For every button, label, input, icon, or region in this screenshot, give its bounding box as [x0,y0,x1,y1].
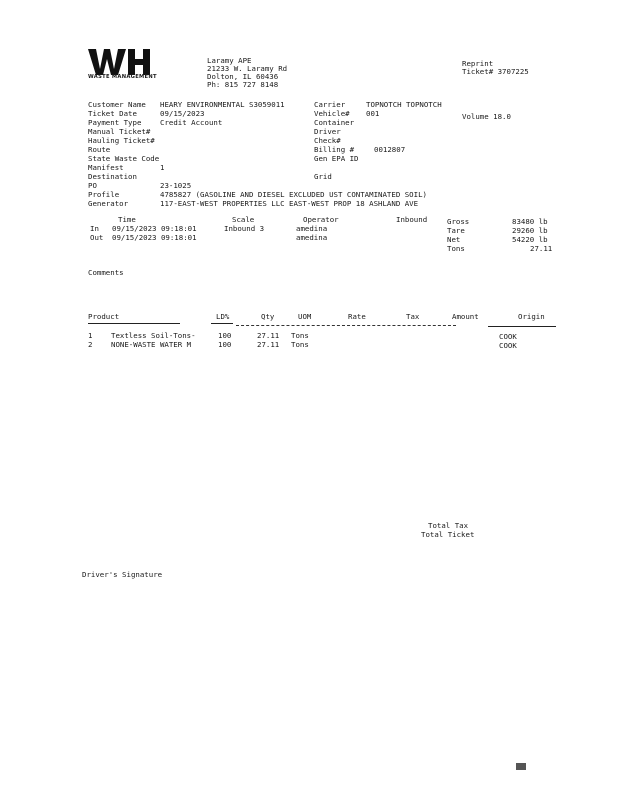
detail-value: 0012807 [374,145,406,154]
row-number: 1 [88,331,93,340]
detail-value: 09/15/2023 [160,109,205,118]
detail-label: Customer Name [88,100,146,109]
row-qty: 27.11 [257,340,280,349]
site-phone: Ph: 815 727 8148 [207,80,279,89]
weight-label: Tare [447,226,465,235]
volume-value: Volume 18.0 [462,112,511,121]
col-qty: Qty [261,312,275,321]
row-origin: COOK [499,332,517,341]
weigh-operator: amedina [296,233,328,242]
detail-label: Route [88,145,111,154]
row-product: Textless Soil-Tons- [111,331,196,340]
site-address2: Dolton, IL 60436 [207,72,279,81]
detail-label: Destination [88,172,137,181]
row-origin: COOK [499,341,517,350]
col-tax: Tax [406,312,420,321]
detail-label: Hauling Ticket# [88,136,155,145]
detail-value: 23-1025 [160,181,192,190]
detail-label: PO [88,181,97,190]
total-tax-label: Total Tax [428,521,469,530]
time-header: Time [118,215,136,224]
detail-label: Carrier [314,100,346,109]
detail-label: Payment Type [88,118,142,127]
weigh-direction: Out [90,233,104,242]
header-rule [488,326,556,327]
detail-label: Profile [88,190,120,199]
weight-label: Net [447,235,461,244]
col-uom: UOM [298,312,312,321]
header-rule [236,325,456,326]
operator-header: Operator [303,215,339,224]
detail-label: Vehicle# [314,109,350,118]
row-uom: Tons [291,340,309,349]
site-name: Laramy APE [207,56,252,65]
weight-value: 83480 lb [512,217,548,226]
driver-signature-label: Driver's Signature [82,570,163,579]
detail-value: 001 [366,109,380,118]
weight-value: 27.11 [530,244,553,253]
site-address1: 21233 W. Laramy Rd [207,64,288,73]
weight-label: Tons [447,244,465,253]
header-rule [88,323,180,324]
row-ld: 100 [218,331,232,340]
detail-value: Credit Account [160,118,223,127]
ticket-number: Ticket# 3707225 [462,67,529,76]
scale-header: Scale [232,215,255,224]
comments-label: Comments [88,268,124,277]
inbound-header: Inbound [396,215,428,224]
page-mark [516,763,526,770]
weight-value: 54220 lb [512,235,548,244]
detail-value: TOPNOTCH TOPNOTCH [366,100,442,109]
weigh-time: 09/15/2023 09:18:01 [112,233,197,242]
weigh-scale: Inbound 3 [224,224,265,233]
detail-label: Check# [314,136,341,145]
detail-label: Gen EPA ID [314,154,359,163]
detail-value: HEARY ENVIRONMENTAL S3059011 [160,100,285,109]
row-qty: 27.11 [257,331,280,340]
detail-label: State Waste Code [88,154,160,163]
total-ticket-label: Total Ticket [421,530,475,539]
weight-label: Gross [447,217,470,226]
col-origin: Origin [518,312,545,321]
col-product: Product [88,312,120,321]
weigh-time: 09/15/2023 09:18:01 [112,224,197,233]
row-ld: 100 [218,340,232,349]
detail-label: Container [314,118,355,127]
weigh-direction: In [90,224,99,233]
detail-label: Manual Ticket# [88,127,151,136]
detail-label: Driver [314,127,341,136]
detail-label: Grid [314,172,332,181]
detail-value: 1 [160,163,165,172]
weigh-operator: amedina [296,224,328,233]
detail-label: Billing # [314,145,355,154]
logo-text: WASTE MANAGEMENT [88,74,157,80]
col-rate: Rate [348,312,366,321]
detail-label: Generator [88,199,129,208]
detail-value: 4785827 (GASOLINE AND DIESEL EXCLUDED UST CONTAMINATED SOIL) [160,190,427,199]
detail-value: 117-EAST-WEST PROPERTIES LLC EAST-WEST PROP 18 ASHLAND AVE [160,199,419,208]
detail-label: Ticket Date [88,109,137,118]
row-number: 2 [88,340,93,349]
reprint-label: Reprint [462,59,494,68]
col-ld: LD% [216,312,230,321]
row-uom: Tons [291,331,309,340]
col-amount: Amount [452,312,479,321]
detail-label: Manifest [88,163,124,172]
header-rule [211,323,233,324]
row-product: NONE-WASTE WATER M [111,340,192,349]
weight-value: 29260 lb [512,226,548,235]
